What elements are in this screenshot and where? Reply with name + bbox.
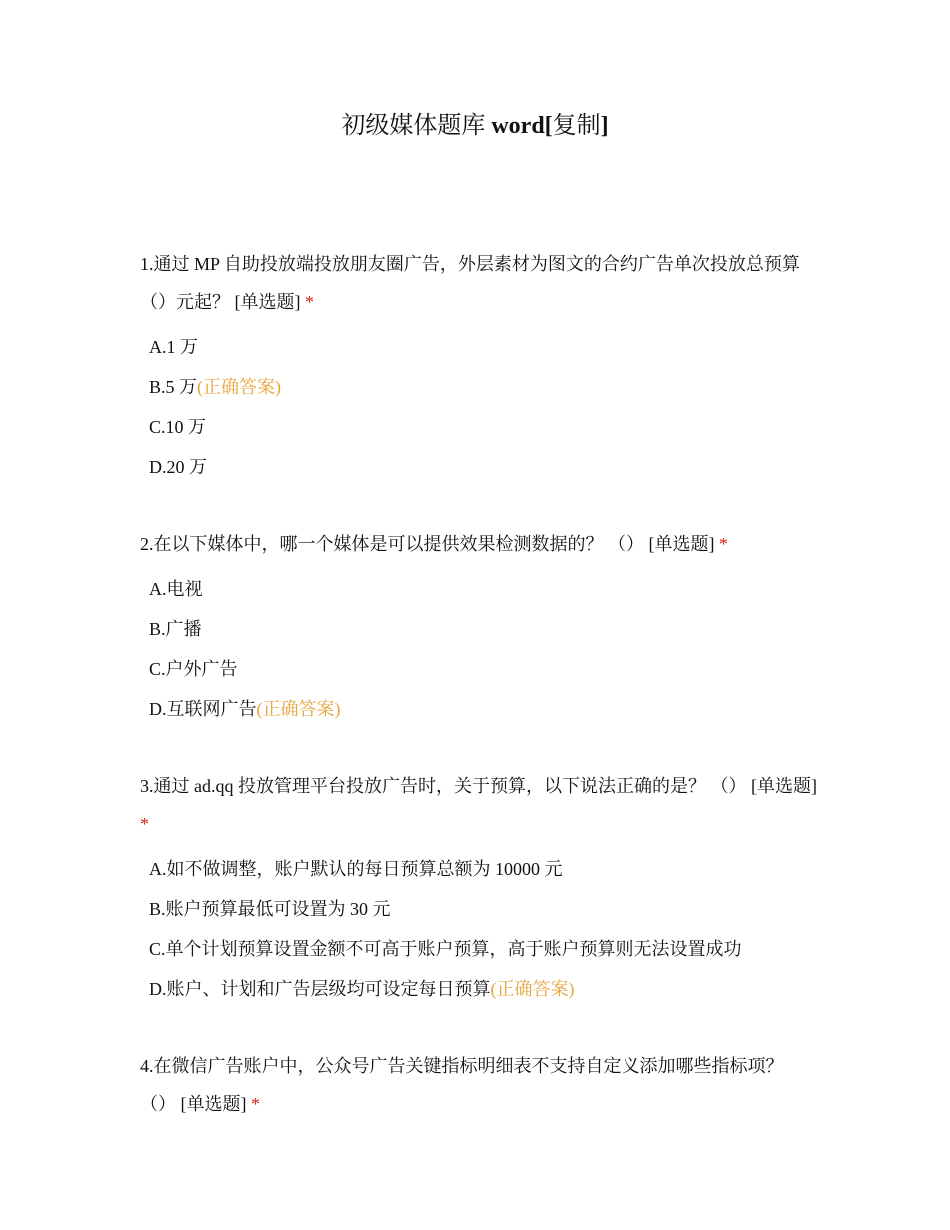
option-d[interactable]	[140, 447, 820, 487]
option-label: B.5 万	[149, 377, 198, 397]
option-label: A.如不做调整，账户默认的每日预算总额为 10000 元	[149, 859, 563, 879]
option-label: C.户外广告	[149, 659, 238, 679]
required-mark: *	[719, 534, 728, 554]
option-a[interactable]	[140, 327, 820, 367]
option-a[interactable]	[140, 569, 820, 609]
question-2-text: 2.在以下媒体中，哪一个媒体是可以提供效果检测数据的？ （） [单选题]	[140, 534, 715, 554]
question-1	[140, 245, 820, 487]
title-prefix: 初级媒体题库	[341, 113, 492, 139]
option-b[interactable]	[140, 889, 820, 929]
option-b[interactable]	[140, 367, 820, 407]
option-d[interactable]	[140, 969, 820, 1009]
option-label: C.10 万	[149, 417, 207, 437]
question-text	[140, 767, 820, 843]
question-2	[140, 525, 820, 729]
option-list	[140, 849, 820, 1009]
title-word: word[	[491, 113, 553, 139]
required-mark: *	[305, 292, 314, 312]
required-mark: *	[251, 1094, 260, 1114]
option-c[interactable]	[140, 407, 820, 447]
option-label: A.电视	[149, 579, 203, 599]
option-list	[140, 327, 820, 487]
question-text	[140, 525, 820, 563]
question-4-text: 4.在微信广告账户中，公众号广告关键指标明细表不支持自定义添加哪些指标项？ （） [单选题]	[140, 1056, 784, 1114]
option-c[interactable]	[140, 649, 820, 689]
option-b[interactable]	[140, 609, 820, 649]
required-mark: *	[140, 814, 149, 834]
option-d[interactable]	[140, 689, 820, 729]
title-suffix: ]	[600, 113, 609, 139]
correct-answer-tag: (正确答案)	[490, 979, 575, 999]
question-text	[140, 245, 820, 321]
title-middle: 复制	[552, 113, 601, 139]
option-list	[140, 569, 820, 729]
option-label: D.20 万	[149, 457, 207, 477]
option-label: D.账户、计划和广告层级均可设定每日预算	[149, 979, 491, 999]
question-1-text: 1.通过 MP 自助投放端投放朋友圈广告，外层素材为图文的合约广告单次投放总预算（）元起？ [单选题]	[140, 254, 800, 312]
option-label: D.互联网广告	[149, 699, 257, 719]
option-label: B.广播	[149, 619, 202, 639]
option-a[interactable]	[140, 849, 820, 889]
option-c[interactable]	[140, 929, 820, 969]
question-3	[140, 767, 820, 1009]
question-4	[140, 1047, 820, 1123]
option-label: B.账户预算最低可设置为 30 元	[149, 899, 391, 919]
option-label: C.单个计划预算设置金额不可高于账户预算，高于账户预算则无法设置成功	[149, 939, 742, 959]
option-label: A.1 万	[149, 337, 198, 357]
question-3-text: 3.通过 ad.qq 投放管理平台投放广告时，关于预算，以下说法正确的是？ （） [单选题]	[140, 776, 817, 796]
question-text	[140, 1047, 820, 1123]
document-title	[0, 108, 950, 144]
correct-answer-tag: (正确答案)	[256, 699, 341, 719]
correct-answer-tag: (正确答案)	[197, 377, 282, 397]
